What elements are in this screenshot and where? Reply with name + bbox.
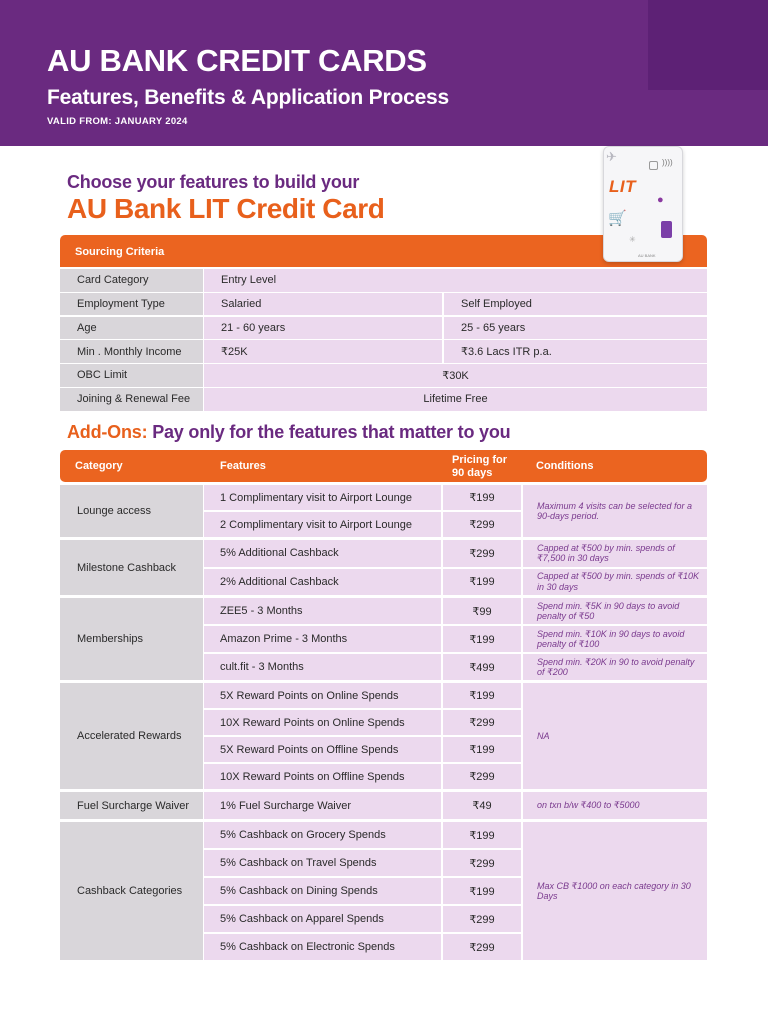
sourcing-row-label: Card Category	[60, 269, 203, 292]
addon-category-cell: Cashback Categories	[60, 822, 203, 960]
addon-condition-cell: on txn b/w ₹400 to ₹5000	[523, 792, 707, 819]
card-bank-text: AU BANK	[638, 253, 656, 258]
column-header-pricing: Pricing for 90 days	[452, 454, 508, 479]
chip-icon	[649, 161, 658, 170]
contactless-icon: ))))	[662, 158, 673, 167]
credit-card-image	[603, 146, 683, 262]
sourcing-row-value: ₹30K	[204, 364, 707, 387]
addon-feature-cell: 1% Fuel Surcharge Waiver	[204, 792, 441, 819]
addons-heading-accent: Add-Ons:	[67, 422, 148, 442]
sourcing-row-label: Min . Monthly Income	[60, 340, 203, 363]
airplane-icon: ✈	[606, 149, 617, 164]
addon-price-cell: ₹299	[443, 934, 521, 960]
addon-category-cell: Lounge access	[60, 485, 203, 537]
addon-condition-cell: Capped at ₹500 by min. spends of ₹7,500 in 30 days	[523, 540, 707, 567]
addon-price-cell: ₹299	[443, 850, 521, 876]
addon-category-cell: Milestone Cashback	[60, 540, 203, 595]
addon-price-cell: ₹199	[443, 626, 521, 652]
sourcing-row-value: Lifetime Free	[204, 388, 707, 411]
addon-price-cell: ₹499	[443, 654, 521, 680]
addon-price-cell: ₹299	[443, 512, 521, 537]
addon-feature-cell: 5% Cashback on Electronic Spends	[204, 934, 441, 960]
sourcing-row-value: Entry Level	[204, 269, 707, 292]
addon-condition-cell: Spend min. ₹20K in 90 to avoid penalty of ₹200	[523, 654, 707, 680]
addon-price-cell: ₹299	[443, 906, 521, 932]
addon-feature-cell: cult.fit - 3 Months	[204, 654, 441, 680]
sparkle-icon: ✳	[629, 235, 636, 244]
card-brand-logo: LIT	[609, 177, 636, 196]
sourcing-row-self-employed: ₹3.6 Lacs ITR p.a.	[444, 340, 707, 363]
addon-feature-cell: 5% Cashback on Apparel Spends	[204, 906, 441, 932]
addon-price-cell: ₹199	[443, 822, 521, 848]
addon-feature-cell: 5% Cashback on Dining Spends	[204, 878, 441, 904]
column-header-features: Features	[220, 460, 266, 472]
sourcing-row-salaried: ₹25K	[204, 340, 442, 363]
addon-category-cell: Fuel Surcharge Waiver	[60, 792, 203, 819]
addon-price-cell: ₹299	[443, 710, 521, 735]
addon-price-cell: ₹49	[443, 792, 521, 819]
shopping-bag-icon: ●	[657, 194, 664, 206]
addon-price-cell: ₹199	[443, 569, 521, 596]
shopping-cart-icon: 🛒	[608, 210, 627, 227]
addon-price-cell: ₹199	[443, 485, 521, 510]
addon-feature-cell: 5X Reward Points on Offline Spends	[204, 737, 441, 762]
addon-feature-cell: ZEE5 - 3 Months	[204, 598, 441, 624]
addons-heading-rest: Pay only for the features that matter to you	[147, 422, 511, 442]
addon-feature-cell: 5% Cashback on Grocery Spends	[204, 822, 441, 848]
addon-feature-cell: 5% Additional Cashback	[204, 540, 441, 567]
sourcing-row-label: Employment Type	[60, 293, 203, 316]
addon-feature-cell: 2% Additional Cashback	[204, 569, 441, 596]
addon-feature-cell: 5X Reward Points on Online Spends	[204, 683, 441, 708]
addon-feature-cell: 1 Complimentary visit to Airport Lounge	[204, 485, 441, 510]
addon-condition-cell: Spend min. ₹10K in 90 days to avoid penalty of ₹100	[523, 626, 707, 652]
sourcing-row-label: OBC Limit	[60, 364, 203, 387]
addon-feature-cell: Amazon Prime - 3 Months	[204, 626, 441, 652]
intro-lead: Choose your features to build your	[67, 172, 360, 192]
addon-price-cell: ₹199	[443, 683, 521, 708]
addon-price-cell: ₹199	[443, 737, 521, 762]
sourcing-header-label: Sourcing Criteria	[75, 246, 165, 258]
addon-condition-cell: Maximum 4 visits can be selected for a 90-days period.	[523, 485, 707, 537]
addon-category-cell: Memberships	[60, 598, 203, 680]
addon-feature-cell: 2 Complimentary visit to Airport Lounge	[204, 512, 441, 537]
addon-condition-cell: Max CB ₹1000 on each category in 30 Days	[523, 822, 707, 960]
addons-heading	[67, 422, 510, 443]
card-title: AU Bank LIT Credit Card	[67, 193, 385, 224]
sourcing-row-label: Joining & Renewal Fee	[60, 388, 203, 411]
addon-feature-cell: 10X Reward Points on Online Spends	[204, 710, 441, 735]
valid-from-label: VALID FROM: JANUARY 2024	[47, 116, 188, 127]
addon-condition-cell: Spend min. ₹5K in 90 days to avoid penalty of ₹50	[523, 598, 707, 624]
addon-price-cell: ₹199	[443, 878, 521, 904]
sourcing-row-label: Age	[60, 317, 203, 340]
header-band	[0, 0, 768, 146]
sourcing-row-self-employed: 25 - 65 years	[444, 317, 707, 340]
addons-header-bar	[60, 450, 707, 482]
page-title: AU BANK CREDIT CARDS	[47, 43, 427, 78]
addon-condition-cell: NA	[523, 683, 707, 789]
phone-icon	[661, 221, 672, 238]
addon-price-cell: ₹299	[443, 540, 521, 567]
addon-price-cell: ₹99	[443, 598, 521, 624]
column-header-conditions: Conditions	[536, 460, 594, 472]
sourcing-row-salaried: 21 - 60 years	[204, 317, 442, 340]
column-header-category: Category	[75, 460, 123, 472]
sourcing-row-salaried: Salaried	[204, 293, 442, 316]
addon-condition-cell: Capped at ₹500 by min. spends of ₹10K in 30 days	[523, 569, 707, 596]
addon-category-cell: Accelerated Rewards	[60, 683, 203, 789]
page-subtitle: Features, Benefits & Application Process	[47, 86, 450, 109]
addon-feature-cell: 5% Cashback on Travel Spends	[204, 850, 441, 876]
header-accent-shape	[648, 0, 768, 90]
addon-feature-cell: 10X Reward Points on Offline Spends	[204, 764, 441, 789]
addon-price-cell: ₹299	[443, 764, 521, 789]
sourcing-row-self-employed: Self Employed	[444, 293, 707, 316]
